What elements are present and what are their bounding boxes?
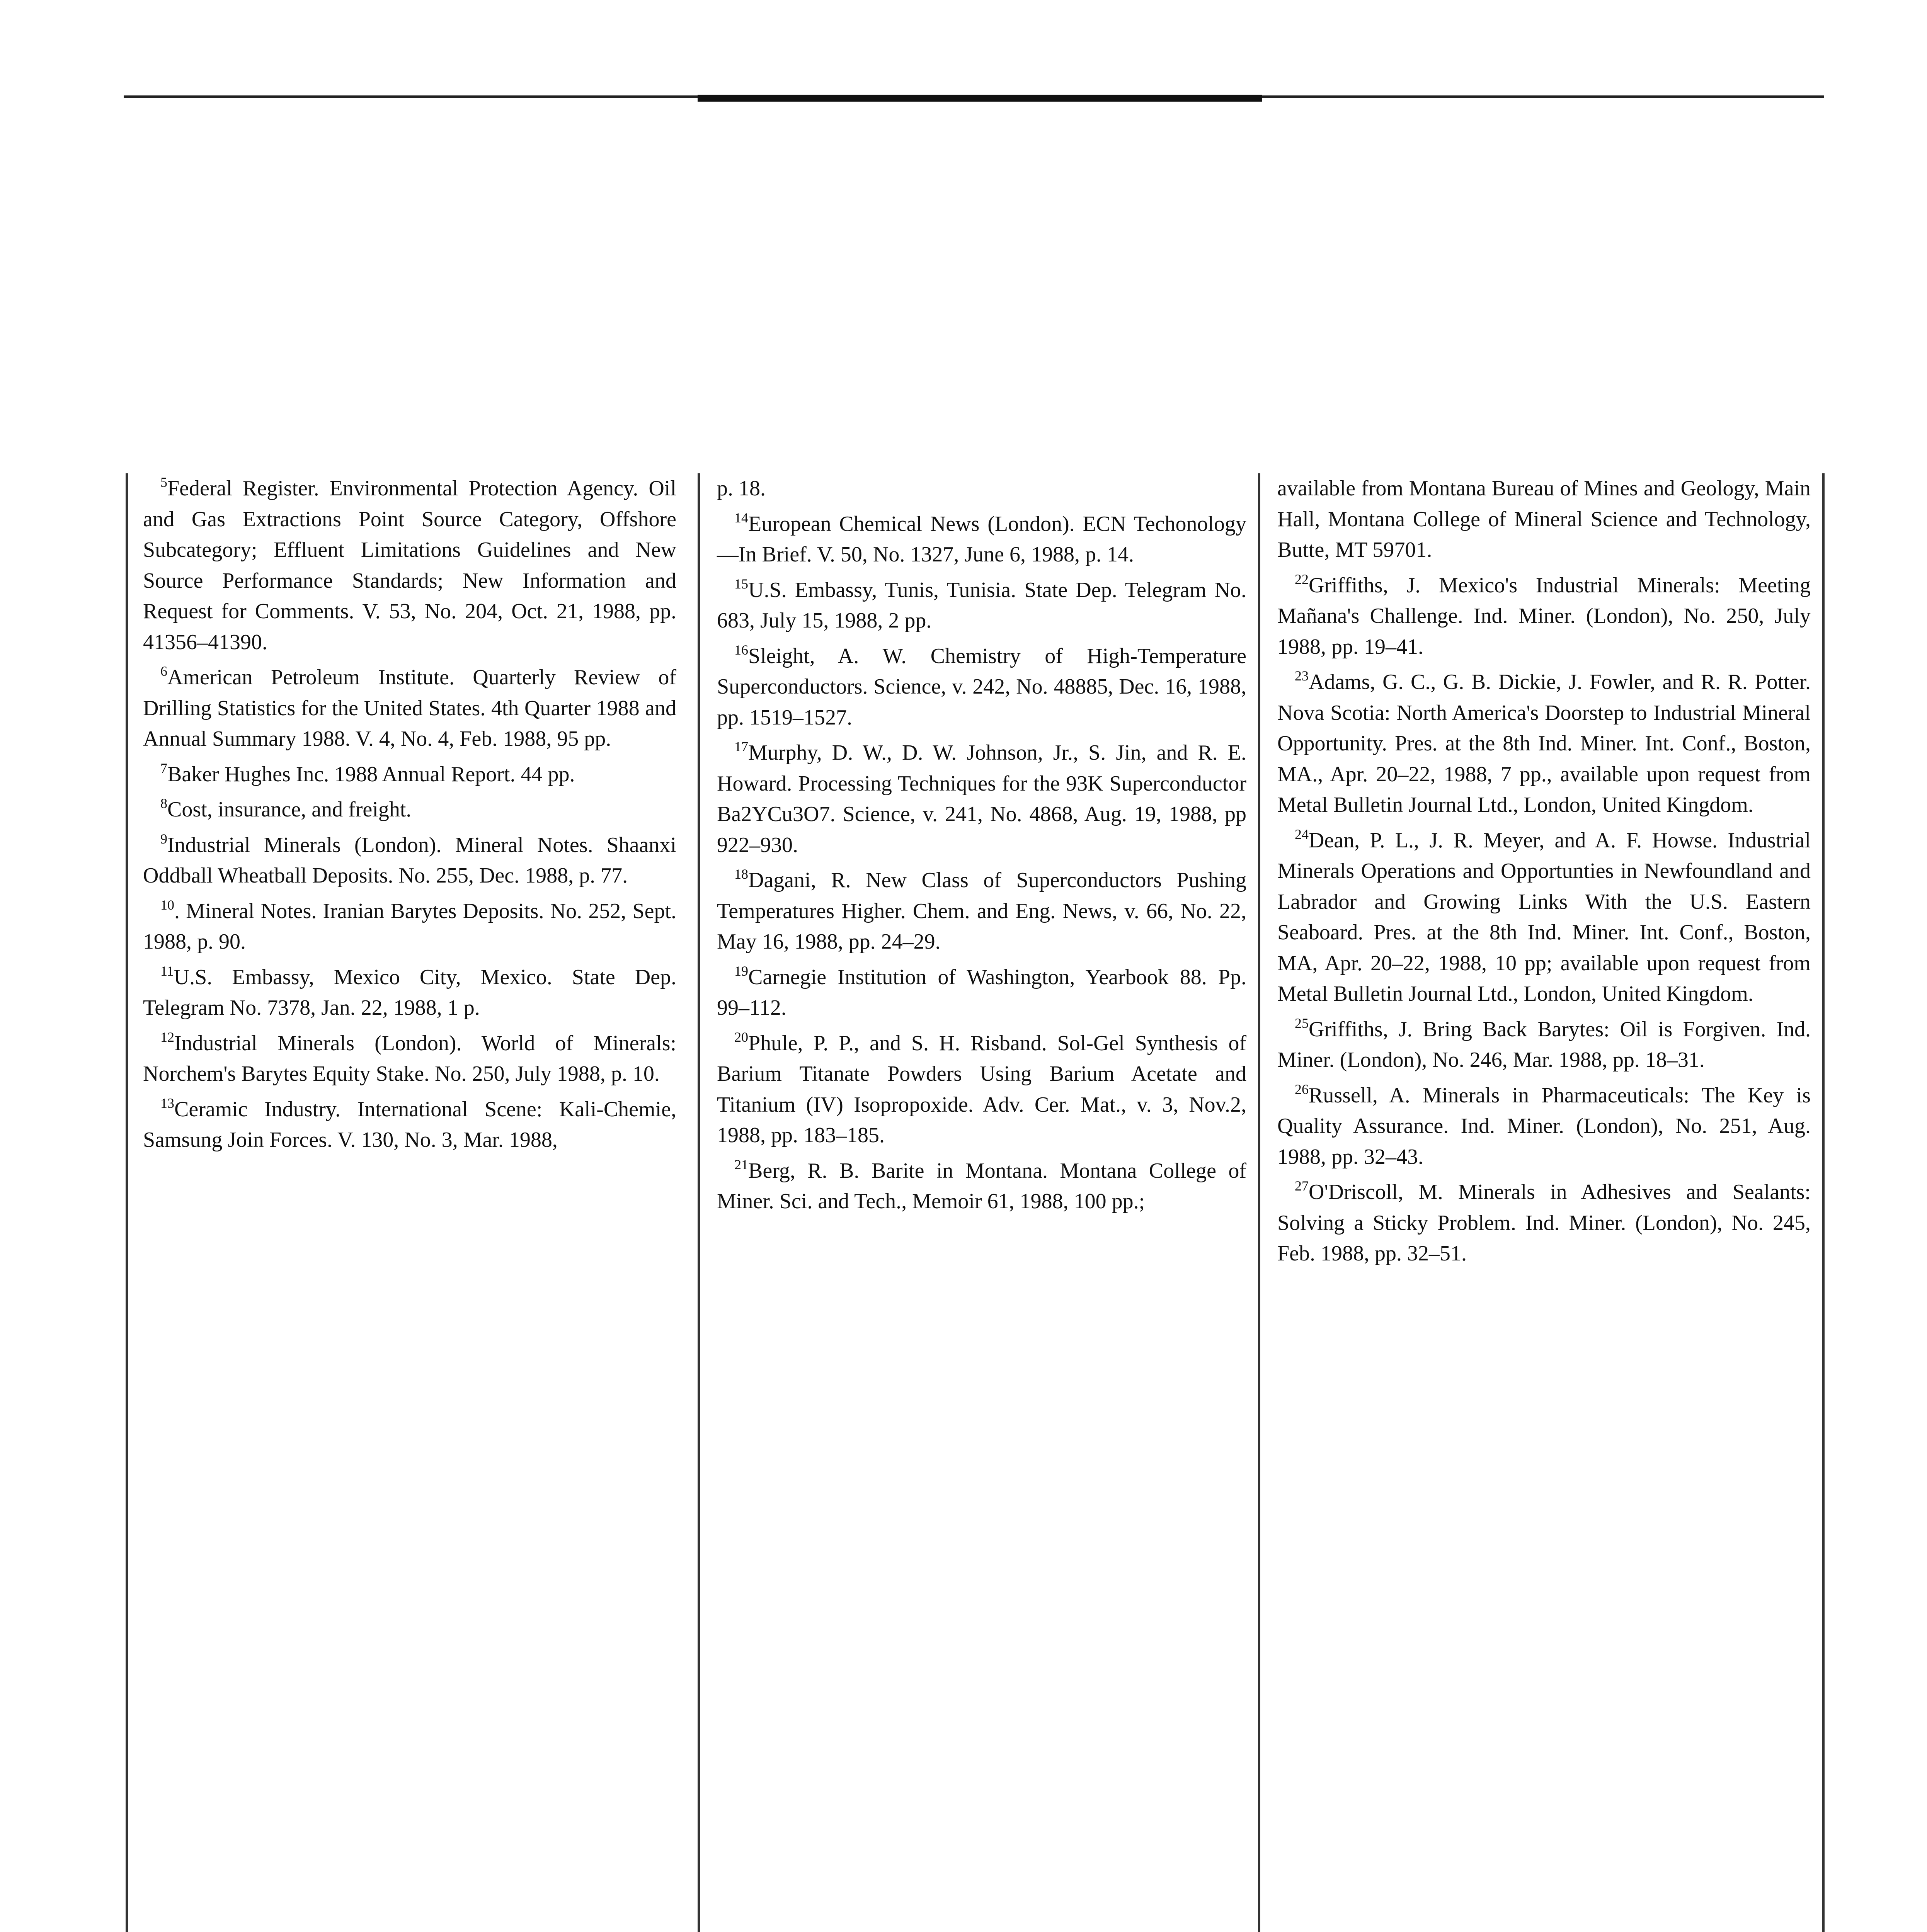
column-divider-right xyxy=(1822,473,1825,1932)
footnote-text: American Petroleum Institute. Quarterly Review of Drilling Statistics for the United States. 4th Quarter 1988 and Annual Summary 1988. V. 4, No. 4, Feb. 1988, 95 pp. xyxy=(143,665,676,751)
footnote xyxy=(143,830,676,891)
footnote-number: 12 xyxy=(160,1029,174,1045)
footnote xyxy=(143,962,676,1024)
footnote xyxy=(717,738,1246,861)
footnote xyxy=(143,662,676,755)
footnote xyxy=(717,865,1246,957)
footnote-number: 7 xyxy=(160,760,167,776)
footnote-text: Cost, insurance, and freight. xyxy=(167,798,412,822)
footnote-text: Adams, G. C., G. B. Dickie, J. Fowler, and R. R. Potter. Nova Scotia: North America's Doorstep to Industrial Mineral Opportunity. Pres. at the 8th Ind. Miner. Int. Conf., Boston, MA., Apr. 20–22, 1988, 7 pp., available upon request from Metal Bulletin Journal Ltd., London, United Kingdom. xyxy=(1277,670,1811,817)
footnote-number: 14 xyxy=(734,510,748,526)
footnote xyxy=(1277,667,1811,821)
footnote xyxy=(717,962,1246,1024)
footnote-text: . Mineral Notes. Iranian Barytes Deposits. No. 252, Sept. 1988, p. 90. xyxy=(143,899,676,954)
footnote xyxy=(717,473,1246,504)
footnote xyxy=(143,473,676,658)
footnote-number: 6 xyxy=(160,663,167,679)
footnote-number: 13 xyxy=(160,1095,174,1111)
footnote xyxy=(1277,570,1811,663)
footnote xyxy=(1277,825,1811,1010)
footnote-column-2 xyxy=(717,473,1246,1222)
footnote xyxy=(143,1094,676,1156)
footnote-text: Russell, A. Minerals in Pharmaceuticals: The Key is Quality Assurance. Ind. Miner. (London), No. 251, Aug. 1988, pp. 32–43. xyxy=(1277,1083,1811,1169)
footnote-text: Dean, P. L., J. R. Meyer, and A. F. Howse. Industrial Minerals Operations and Opportunties in Newfoundland and Labrador and Growing Links With the U.S. Eastern Seaboard. Pres. at the 8th Ind. Miner. Int. Conf., Boston, MA, Apr. 20–22, 1988, 10 pp; available upon request from Metal Bulletin Journal Ltd., London, United Kingdom. xyxy=(1277,828,1811,1006)
footnote-number: 11 xyxy=(160,963,174,979)
footnote-number: 26 xyxy=(1295,1081,1309,1097)
footnote-number: 21 xyxy=(734,1156,748,1172)
footnote-text: Dagani, R. New Class of Superconductors Pushing Temperatures Higher. Chem. and Eng. News, v. 66, No. 22, May 16, 1988, pp. 24–29. xyxy=(717,868,1246,954)
footnote-text: Ceramic Industry. International Scene: Kali-Chemie, Samsung Join Forces. V. 130, No. 3, Mar. 1988, xyxy=(143,1097,676,1152)
footnote xyxy=(143,794,676,825)
footnote xyxy=(1277,1080,1811,1173)
footnote-number: 5 xyxy=(160,474,167,490)
footnote-number: 22 xyxy=(1295,571,1309,587)
footnote-number: 17 xyxy=(734,739,748,755)
footnote-text: U.S. Embassy, Tunis, Tunisia. State Dep. Telegram No. 683, July 15, 1988, 2 pp. xyxy=(717,578,1246,633)
footnote-text: O'Driscoll, M. Minerals in Adhesives and Sealants: Solving a Sticky Problem. Ind. Miner. (London), No. 245, Feb. 1988, pp. 32–51. xyxy=(1277,1180,1811,1266)
footnote-number: 23 xyxy=(1295,668,1309,684)
footnote xyxy=(1277,1177,1811,1269)
footnote-text: Phule, P. P., and S. H. Risband. Sol-Gel Synthesis of Barium Titanate Powders Using Barium Acetate and Titanium (IV) Isopropoxide. Adv. Cer. Mat., v. 3, Nov.2, 1988, pp. 183–185. xyxy=(717,1031,1246,1148)
footnote-text: Industrial Minerals (London). Mineral Notes. Shaanxi Oddball Wheatball Deposits. No. 255, Dec. 1988, p. 77. xyxy=(143,833,676,888)
footnote-number: 9 xyxy=(160,831,167,847)
footnote xyxy=(717,509,1246,570)
column-divider-2 xyxy=(1258,473,1260,1932)
footnote xyxy=(717,575,1246,636)
footnote-number: 16 xyxy=(734,642,748,658)
footnote xyxy=(143,896,676,957)
footnote-number: 19 xyxy=(734,963,748,979)
footnote-text: Industrial Minerals (London). World of Minerals: Norchem's Barytes Equity Stake. No. 250, July 1988, p. 10. xyxy=(143,1031,676,1086)
footnote-text: available from Montana Bureau of Mines and Geology, Main Hall, Montana College of Mineral Science and Technology, Butte, MT 59701. xyxy=(1277,476,1811,562)
footnote xyxy=(717,641,1246,733)
footnote-number: 24 xyxy=(1295,826,1309,842)
footnote-number: 8 xyxy=(160,796,167,811)
column-divider-left xyxy=(126,473,128,1932)
footnote-text: Federal Register. Environmental Protection Agency. Oil and Gas Extractions Point Source Category, Offshore Subcategory; Effluent Limitations Guidelines and New Source Performance Standards; New Information and Request for Comments. V. 53, No. 204, Oct. 21, 1988, pp. 41356–41390. xyxy=(143,476,676,654)
footnote-text: Murphy, D. W., D. W. Johnson, Jr., S. Jin, and R. E. Howard. Processing Techniques for the 93K Superconductor Ba2YCu3O7. Science, v. 241, No. 4868, Aug. 19, 1988, pp 922–930. xyxy=(717,741,1246,857)
footnote xyxy=(1277,473,1811,566)
footnote-column-3 xyxy=(1277,473,1811,1274)
footnote-column-1 xyxy=(143,473,676,1160)
footnote-number: 27 xyxy=(1295,1178,1309,1194)
footnote xyxy=(717,1156,1246,1217)
footnote xyxy=(1277,1014,1811,1076)
footnote-text: Baker Hughes Inc. 1988 Annual Report. 44 pp. xyxy=(167,762,575,786)
footnote-text: Berg, R. B. Barite in Montana. Montana College of Miner. Sci. and Tech., Memoir 61, 1988, 100 pp.; xyxy=(717,1158,1246,1214)
footnote-text: European Chemical News (London). ECN Techonology—In Brief. V. 50, No. 1327, June 6, 1988, p. 14. xyxy=(717,512,1246,567)
footnote-text: Griffiths, J. Mexico's Industrial Minerals: Meeting Mañana's Challenge. Ind. Miner. (London), No. 250, July 1988, pp. 19–41. xyxy=(1277,573,1811,659)
footnote-text: Griffiths, J. Bring Back Barytes: Oil is Forgiven. Ind. Miner. (London), No. 246, Mar. 1988, pp. 18–31. xyxy=(1277,1017,1811,1072)
footnote-number: 10 xyxy=(160,897,174,913)
footnote-number: 20 xyxy=(734,1029,748,1045)
footnote-number: 25 xyxy=(1295,1015,1309,1031)
top-rule-accent xyxy=(698,95,1262,102)
footnote-text: U.S. Embassy, Mexico City, Mexico. State Dep. Telegram No. 7378, Jan. 22, 1988, 1 p. xyxy=(143,965,676,1020)
footnote-number: 15 xyxy=(734,576,748,592)
footnote-text: p. 18. xyxy=(717,476,766,500)
column-divider-1 xyxy=(698,473,700,1932)
footnote-text: Sleight, A. W. Chemistry of High-Temperature Superconductors. Science, v. 242, No. 48885, Dec. 16, 1988, pp. 1519–1527. xyxy=(717,644,1246,730)
footnote-number: 18 xyxy=(734,866,748,882)
footnote xyxy=(143,759,676,790)
footnote-text: Carnegie Institution of Washington, Yearbook 88. Pp. 99–112. xyxy=(717,965,1246,1020)
footnote xyxy=(717,1028,1246,1151)
footnote xyxy=(143,1028,676,1090)
